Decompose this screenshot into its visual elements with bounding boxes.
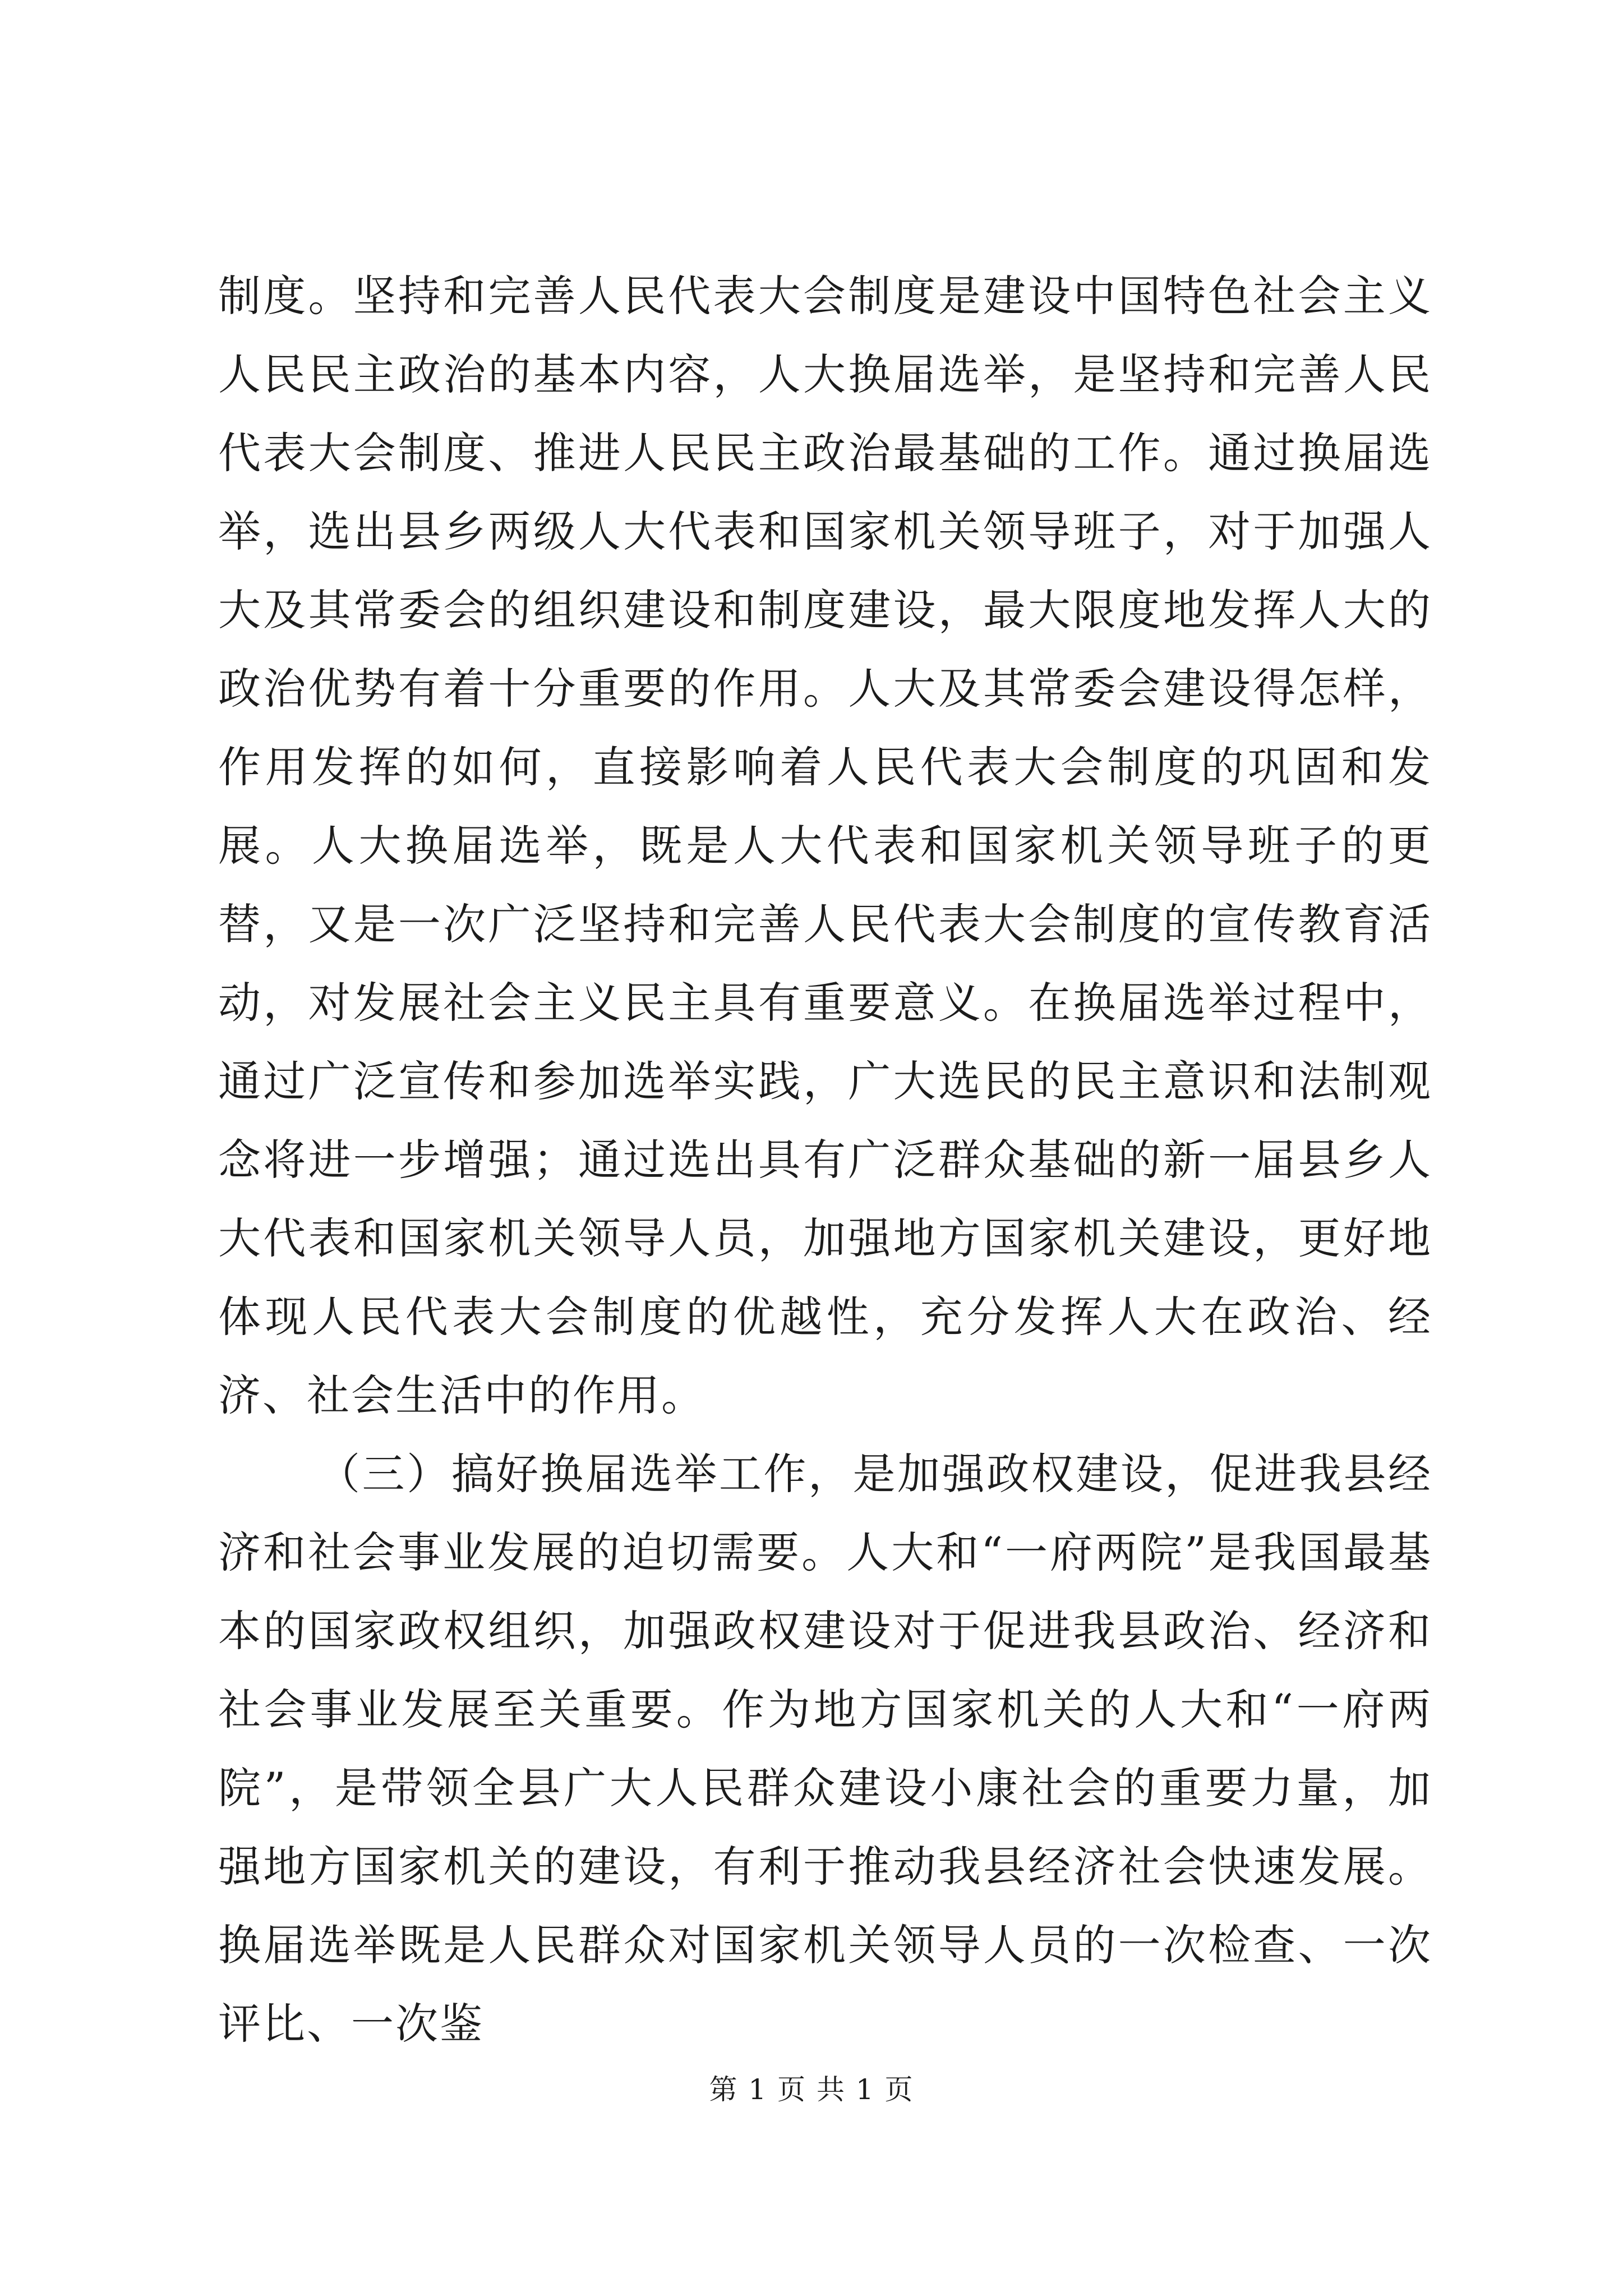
paragraph-2: （三）搞好换届选举工作，是加强政权建设，促进我县经济和社会事业发展的迫切需要。人大和“一府两院”是我国最基本的国家政权组织，加强政权建设对于促进我县政治、经济和社会事业发展至关重要。作为地方国家机关的人大和“一府两院”，是带领全县广大人民群众建设小康社会的重要力量，加强地方国家机关的建设，有利于推动我县经济社会快速发展。换届选举既是人民群众对国家机关领导人员的一次检查、一次评比、一次鉴 — [218, 1449, 1432, 2049]
document-body — [218, 257, 1432, 2063]
page-footer: 第 1 页 共 1 页 — [709, 2073, 914, 2106]
paragraph-1: 制度。坚持和完善人民代表大会制度是建设中国特色社会主义人民民主政治的基本内容，人大换届选举，是坚持和完善人民代表大会制度、推进人民民主政治最基础的工作。通过换届选举，选出县乡两级人大代表和国家机关领导班子，对于加强人大及其常委会的组织建设和制度建设，最大限度地发挥人大的政治优势有着十分重要的作用。人大及其常委会建设得怎样，作用发挥的如何，直接影响着人民代表大会制度的巩固和发展。人大换届选举，既是人大代表和国家机关领导班子的更替，又是一次广泛坚持和完善人民代表大会制度的宣传教育活动，对发展社会主义民主具有重要意义。在换届选举过程中，通过广泛宣传和参加选举实践，广大选民的民主意识和法制观念将进一步增强；通过选出具有广泛群众基础的新一届县乡人大代表和国家机关领导人员，加强地方国家机关建设，更好地体现人民代表大会制度的优越性，充分发挥人大在政治、经济、社会生活中的作用。 — [218, 271, 1432, 1420]
